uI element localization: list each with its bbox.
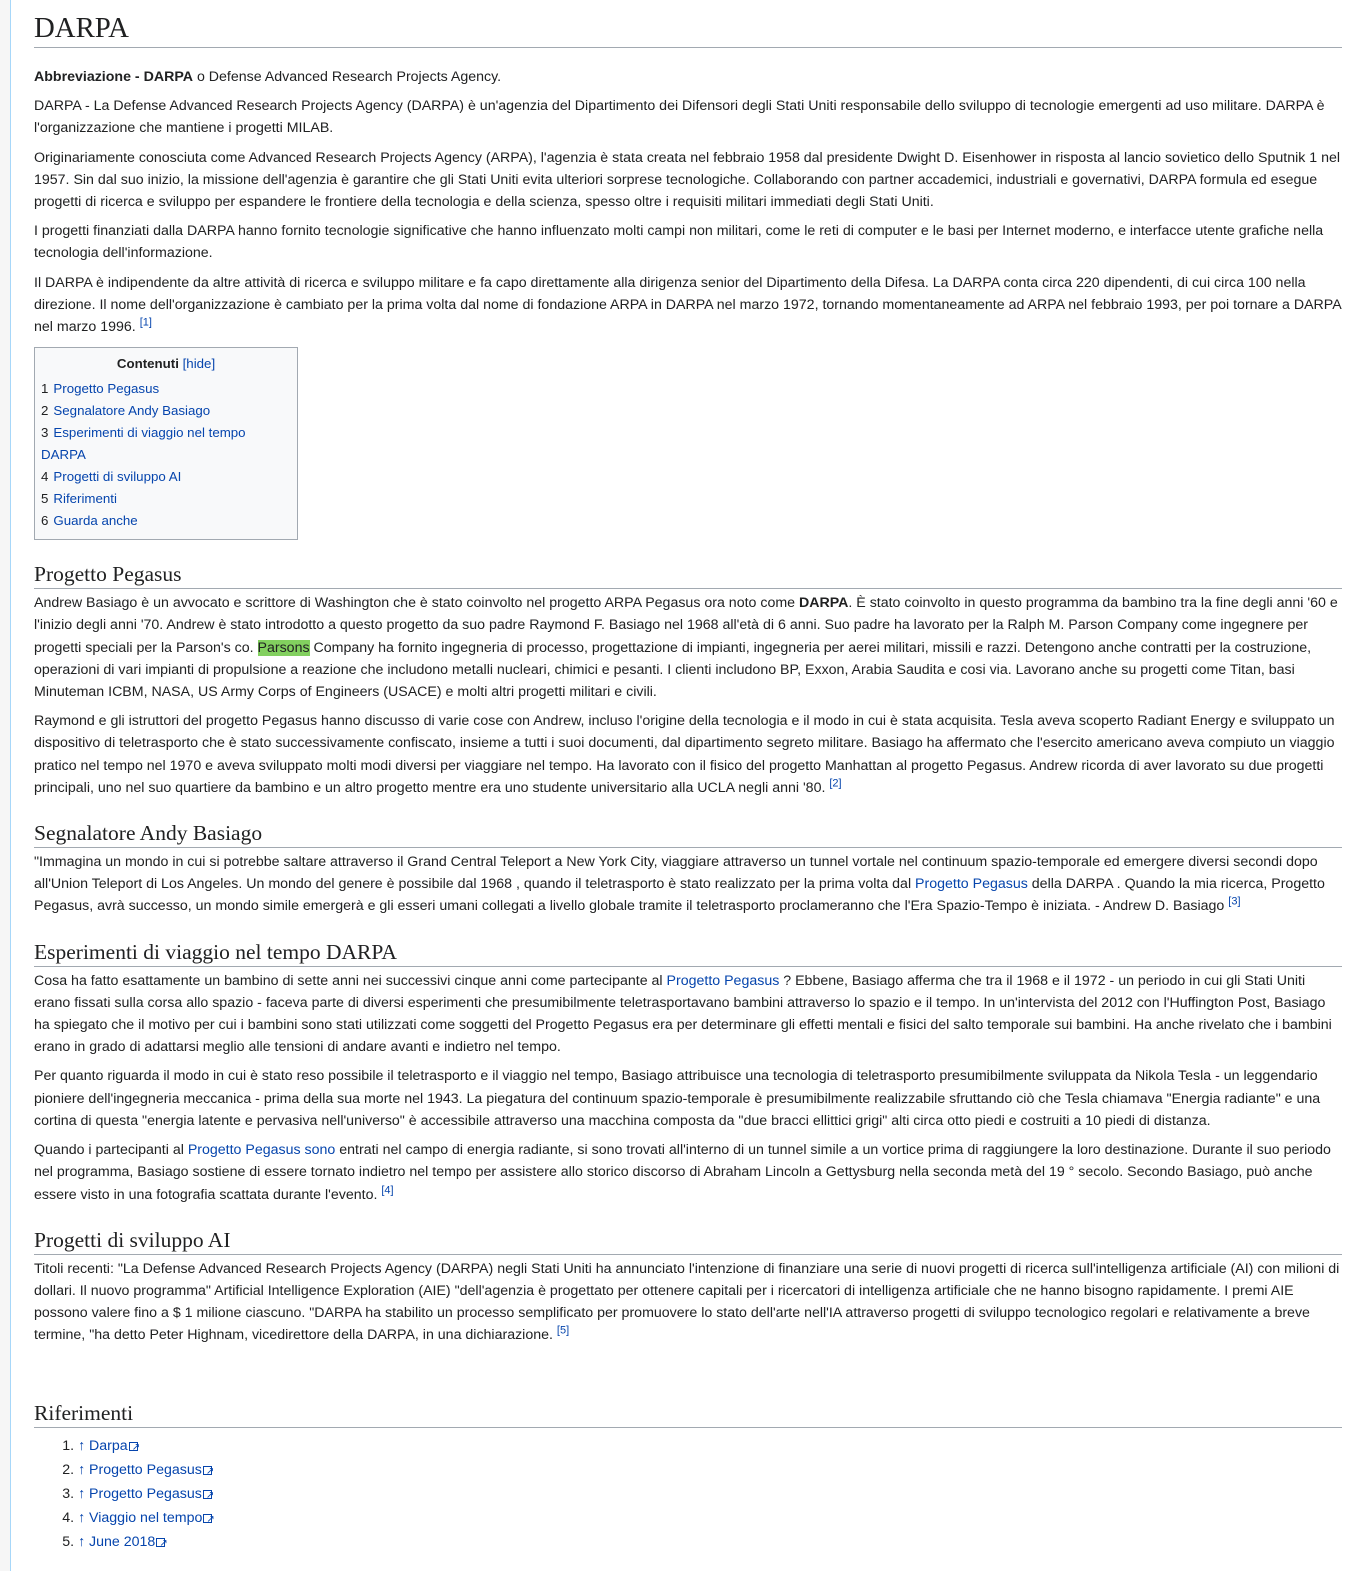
reference-item [78, 1434, 1342, 1458]
intro-paragraph-2: Originariamente conosciuta come Advanced Research Projects Agency (ARPA), l'agenzia è stata creata nel febbraio 1958 dal presidente Dwight D. Eisenhower in risposta al lancio sovietico dello Sputnik 1 nel 1957. Sin dal suo inizio, la missione dell'agenzia è garantire che gli Stati Uniti evita ulteriori sorprese tecnologiche. Collaborando con partner accademici, industriali e governativi, DARPA formula ed esegue progetti di ricerca e sviluppo per espandere le frontiere della tecnologia e della scienza, spesso oltre i requisiti militari immediati degli Stati Uniti. [34, 149, 1341, 211]
pegasus-paragraph-2 [34, 710, 1342, 799]
toc-list [41, 378, 291, 532]
ref-link-5[interactable]: [5] [556, 1324, 570, 1337]
toc-item[interactable] [41, 400, 291, 422]
toc-num: 1 [41, 381, 49, 397]
section-heading-progetto-pegasus: Progetto Pegasus [34, 560, 1342, 589]
ref-backlink-arrow[interactable]: ↑ [78, 1533, 86, 1550]
external-link-icon [129, 1440, 139, 1450]
page-title: DARPA [34, 0, 1342, 48]
toc-link-progetti-ai[interactable]: Progetti di sviluppo AI [53, 469, 182, 485]
toc-link-progetto-pegasus[interactable]: Progetto Pegasus [53, 381, 160, 397]
intro-paragraph-4 [34, 272, 1342, 339]
intro-paragraph-1: DARPA - La Defense Advanced Research Projects Agency (DARPA) è un'agenzia del Dipartimento dei Difensori degli Stati Uniti responsabile dello sviluppo di tecnologie emergenti ad uso militare. DARPA è l'organizzazione che mantiene i progetti MILAB. [34, 98, 1325, 137]
toc-link-riferimenti[interactable]: Riferimenti [53, 491, 117, 507]
link-progetto-pegasus[interactable]: Progetto Pegasus [915, 876, 1028, 893]
text-run: Raymond e gli istruttori del progetto Pegasus hanno discusso di varie cose con Andrew, incluso l'origine della tecnologia e il modo in cui è stata acquisita. Tesla aveva scoperto Radiant Energy e sviluppato un dispositivo di teletrasporto che è stato successivamente confiscato, insieme a tutti i suoi documenti, dal dipartimento segreto militare. Basiago ha affermato che l'esercito americano aveva compiuto un viaggio pratico nel tempo nel 1970 e aveva sviluppato molti modi diversi per viaggiare nel tempo. Ha lavorato con il fisico del progetto Manhattan al progetto Pegasus. Andrew ricorda di aver lavorato su due progetti principali, uno nel suo quartiere da bambino e un altro progetto mentre era uno studente universitario alla UCLA negli anni '80. [34, 713, 1335, 796]
esperimenti-paragraph-1 [34, 970, 1342, 1059]
text-run: Andrew Basiago è un avvocato e scrittore di Washington che è stato coinvolto nel progetto ARPA Pegasus ora noto come [34, 595, 799, 612]
segnalatore-paragraph [34, 851, 1342, 918]
text-run: . È stato coinvolto in questo programma da bambino tra la fine degli anni '60 e l'inizio degli anni '70. Andrew è stato introdotto a questo progetto da suo padre Raymond F. Basiago nel 1968 all'età di 6 anni. Suo padre ha lavorato per la Ralph M. Parson Company come ingegnere per progetti speciali per la Parson's co. [34, 595, 1338, 656]
abbr-label: Abbreviazione - [34, 69, 144, 85]
abbreviation-paragraph [34, 66, 1342, 88]
reference-item [78, 1482, 1342, 1506]
external-link-icon [203, 1464, 213, 1474]
ref-external-link[interactable]: Darpa [89, 1437, 128, 1454]
toc-link-esperimenti[interactable]: Esperimenti di viaggio nel tempo DARPA [41, 425, 246, 463]
reference-item [78, 1530, 1342, 1554]
toc-item[interactable] [41, 422, 291, 466]
ref-link-1[interactable]: [1] [139, 316, 152, 329]
ref-backlink-arrow[interactable]: ↑ [78, 1485, 86, 1502]
ref-external-link[interactable]: Progetto Pegasus [89, 1485, 202, 1502]
esperimenti-paragraph-3 [34, 1139, 1342, 1206]
external-link-icon [203, 1512, 213, 1522]
sidebar-edge [0, 0, 11, 1571]
toc-item[interactable] [41, 378, 291, 400]
abbr-bold: DARPA [143, 69, 193, 85]
darpa-bold: DARPA [799, 595, 849, 612]
toc-item[interactable] [41, 466, 291, 488]
article-content [34, 0, 1342, 1554]
ref-external-link[interactable]: Progetto Pegasus [89, 1461, 202, 1478]
toc-title-row [41, 355, 291, 373]
external-link-icon [156, 1536, 166, 1546]
external-link-icon [203, 1488, 213, 1498]
text-run: Company ha fornito ingegneria di processo, progettazione di impianti, ingegneria per aerei militari, missili e razzi. Detengono anche contratti per la costruzione, operazioni di vari impianti di propulsione a reazione che includono metalli nucleari, chimici e pesanti. I clienti includono BP, Exxon, Arabia Saudita e cosi via. Lavorano anche su progetti come Titan, basi Minuteman ICBM, NASA, US Army Corps of Engineers (USACE) e molti altri progetti militari e civili. [34, 639, 1312, 701]
text-run: "Immagina un mondo in cui si potrebbe saltare attraverso il Grand Central Teleport a New York City, viaggiare attraverso un tunnel vortale nel continuum spazio-temporale ed emergere diversi secondi dopo all'Union Teleport di Los Angeles. Un mondo del genere è possibile dal 1968 , quando il teletrasporto è stato realizzato per la prima volta dal [34, 854, 1318, 893]
text-run: Cosa ha fatto esattamente un bambino di sette anni nei successivi cinque anni come partecipante al [34, 972, 667, 989]
section-heading-progetti-ai: Progetti di sviluppo AI [34, 1226, 1342, 1255]
ref-backlink-arrow[interactable]: ↑ [78, 1509, 86, 1526]
esperimenti-paragraph-2: Per quanto riguarda il modo in cui è stato reso possibile il teletrasporto e il viaggio nel tempo, Basiago attribuisce una tecnologia di teletrasporto presumibilmente sviluppata da Nikola Tesla - un leggendario pioniere dell'ingegneria meccanica - prima della sua morte nel 1943. La piegatura del continuum spazio-temporale è presumibilmente realizzabile sfruttando ciò che Tesla chiamava "Energia radiante" e una cortina di questa "energia latente e pervasiva nell'universo" è accessibile attraverso una macchina composta da "due bracci ellittici grigi" alti circa otto piedi e costruiti a 10 piedi di distanza. [34, 1068, 1321, 1129]
text-run: Quando i partecipanti al [34, 1142, 188, 1159]
pegasus-paragraph-1 [34, 592, 1342, 703]
ref-backlink-arrow[interactable]: ↑ [78, 1461, 86, 1478]
section-heading-esperimenti: Esperimenti di viaggio nel tempo DARPA [34, 938, 1342, 967]
text-run: entrati nel campo di energia radiante, si sono trovati all'interno di un tunnel simile a un vortice prima di raggiungere la loro destinazione. Durante il suo periodo nel programma, Basiago sostiene di essere tornato indietro nel tempo per assistere allo storico discorso di Abraham Lincoln a Gettysburg nella seconda metà del 19 ° secolo. Secondo Basiago, può anche essere visto in una fotografia scattata durante l'evento. [34, 1142, 1331, 1203]
text-run: della DARPA . Quando la mia ricerca, Progetto Pegasus, avrà successo, un mondo simile emergerà e gli esseri umani collegati a livello globale tramite il teletrasporto proclameranno che l'Era Spazio-Tempo è iniziata. - Andrew D. Basiago [34, 876, 1325, 915]
toc-title: Contenuti [116, 356, 179, 372]
link-progetto-pegasus[interactable]: Progetto Pegasus [666, 972, 780, 989]
ref-link-3[interactable]: [3] [1228, 895, 1241, 908]
intro-paragraph-4-text: Il DARPA è indipendente da altre attività di ricerca e sviluppo militare e fa capo direttamente alla dirigenza senior del Dipartimento della Difesa. La DARPA conta circa 220 dipendenti, di cui circa 100 nella direzione. Il nome dell'organizzazione è cambiato per la prima volta dal nome di fondazione ARPA in DARPA nel marzo 1972, tornando momentaneamente ad ARPA nel febbraio 1993, per poi tornare a DARPA nel marzo 1996. [34, 274, 1341, 336]
abbr-rest: o Defense Advanced Research Projects Agency. [193, 69, 502, 85]
toc-num: 5 [41, 491, 49, 507]
link-progetto-pegasus-sono[interactable]: Progetto Pegasus sono [187, 1142, 336, 1159]
toc-item[interactable] [41, 510, 291, 532]
ref-link-2[interactable]: [2] [829, 777, 842, 790]
ref-backlink-arrow[interactable]: ↑ [78, 1437, 86, 1454]
progetti-ai-paragraph [34, 1258, 1342, 1347]
toc-link-guarda-anche[interactable]: Guarda anche [53, 513, 138, 529]
text-run: ? Ebbene, Basiago afferma che tra il 1968 e il 1972 - un periodo in cui gli Stati Uniti erano fissati sulla corsa allo spazio - faceva parte di diversi esperimenti che presumibilmente teletrasportavano bambini attraverso lo spazio e il tempo. In un'intervista del 2012 con l'Huffington Post, Basiago ha spiegato che il motivo per cui i bambini sono stati utilizzati come soggetti del Progetto Pegasus era per determinare gli effetti mentali e fisici del salto temporale sui bambini. Ha anche rivelato che i bambini erano in grado di adattarsi meglio alle tensioni di andare avanti e indietro nel tempo. [34, 972, 1332, 1056]
intro-paragraph-3: I progetti finanziati dalla DARPA hanno fornito tecnologie significative che hanno influenzato molti campi non militari, come le reti di computer e le basi per Internet moderno, e interfacce utente grafiche nella tecnologia dell'informazione. [34, 223, 1324, 262]
toc-num: 2 [41, 403, 49, 419]
ref-external-link[interactable]: June 2018 [89, 1533, 156, 1550]
toc-num: 4 [41, 469, 49, 485]
toc-num: 6 [41, 513, 49, 529]
section-heading-riferimenti: Riferimenti [34, 1399, 1342, 1428]
ref-link-4[interactable]: [4] [381, 1183, 394, 1196]
reference-item [78, 1458, 1342, 1482]
toc-hide-toggle[interactable]: [hide] [182, 356, 216, 372]
toc-link-segnalatore[interactable]: Segnalatore Andy Basiago [53, 403, 211, 419]
text-run: Titoli recenti: "La Defense Advanced Research Projects Agency (DARPA) negli Stati Uniti ha annunciato l'intenzione di finanziare una serie di nuovi progetti di ricerca sull'intelligenza artificiale (AI) con milioni di dollari. Il nuovo programma" Artificial Intelligence Exploration (AIE) "dell'agenzia è progettato per ottenere capitali per i ricercatori di intelligenza artificiale che ne hanno bisogno rapidamente. I premi AIE possono valere fino a $ 1 milione ciascuno. "DARPA ha stabilito un processo semplificato per promuovere lo stato dell'arte nell'IA attraverso progetti di sviluppo tecnologico regolari e relativamente a breve termine, "ha detto Peter Highnam, vicedirettore della DARPA, in una dichiarazione. [34, 1260, 1340, 1344]
toc-num: 3 [41, 425, 49, 441]
references-list [34, 1434, 1342, 1554]
highlighted-word: Parsons [257, 639, 310, 656]
ref-external-link[interactable]: Viaggio nel tempo [89, 1509, 203, 1526]
toc-item[interactable] [41, 488, 291, 510]
table-of-contents [34, 347, 298, 540]
section-heading-segnalatore: Segnalatore Andy Basiago [34, 819, 1342, 848]
reference-item [78, 1506, 1342, 1530]
